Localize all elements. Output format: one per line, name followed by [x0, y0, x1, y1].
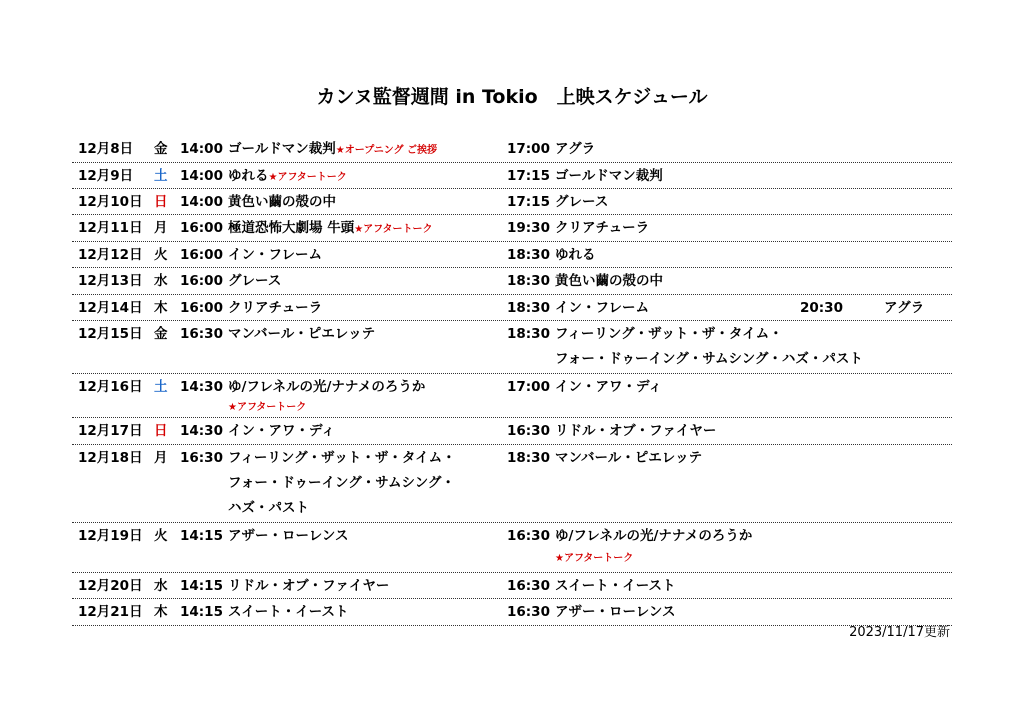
time-cell: 14:00: [180, 141, 223, 157]
time-cell: 18:30: [507, 247, 550, 263]
movie-cell-continued: フォー・ドゥーイング・サムシング・ハズ・パスト: [555, 351, 863, 367]
movie-cell: グレース: [228, 273, 282, 289]
time-cell: 16:30: [180, 326, 223, 342]
date-cell: 12月14日: [78, 300, 143, 316]
schedule-row: [72, 268, 952, 295]
weekday-cell: 日: [154, 194, 168, 210]
page-title: カンヌ監督週間 in Tokio 上映スケジュール: [316, 86, 708, 108]
time-cell: 14:30: [180, 379, 223, 395]
date-cell: 12月15日: [78, 326, 143, 342]
movie-cell: クリアチューラ: [228, 300, 323, 316]
event-note: ★アフタートーク: [354, 224, 433, 235]
schedule-row: [72, 445, 952, 523]
time-cell: 16:00: [180, 273, 223, 289]
movie-cell: リドル・オブ・ファイヤー: [555, 423, 717, 439]
time-cell: 14:00: [180, 194, 223, 210]
movie-title: ゆれる: [228, 168, 269, 184]
time-cell: 16:00: [180, 300, 223, 316]
movie-cell: 黄色い繭の殻の中: [555, 273, 663, 289]
date-cell: 12月21日: [78, 604, 143, 620]
time-cell: 14:15: [180, 528, 223, 544]
movie-cell: イン・アワ・ディ: [228, 423, 335, 439]
date-cell: 12月20日: [78, 578, 143, 594]
weekday-cell: 金: [154, 141, 168, 157]
time-cell: 18:30: [507, 273, 550, 289]
movie-cell: グレース: [555, 194, 609, 210]
time-cell: 18:30: [507, 300, 550, 316]
date-cell: 12月17日: [78, 423, 143, 439]
weekday-cell: 木: [154, 604, 168, 620]
event-note: ★アフタートーク: [268, 172, 347, 183]
date-cell: 12月19日: [78, 528, 143, 544]
movie-cell: アグラ: [555, 141, 596, 157]
movie-cell: ゆ/フレネルの光/ナナメのろうか: [555, 528, 753, 544]
weekday-cell: 火: [154, 528, 168, 544]
schedule-row: [72, 242, 952, 268]
schedule-row: [72, 215, 952, 242]
movie-cell: イン・フレーム: [228, 247, 322, 263]
time-cell: 16:30: [507, 604, 550, 620]
weekday-cell: 土: [154, 379, 168, 395]
updated-date: 2023/11/17更新: [849, 625, 950, 640]
movie-cell: [228, 220, 432, 238]
schedule-table: [72, 136, 952, 626]
movie-cell: ゴールドマン裁判: [555, 168, 663, 184]
time-cell: 18:30: [507, 326, 550, 342]
weekday-cell: 月: [154, 450, 168, 466]
movie-cell: アグラ: [884, 300, 925, 316]
time-cell: 14:15: [180, 578, 223, 594]
event-note: ★オープニング ご挨拶: [335, 145, 437, 156]
movie-cell: スイート・イースト: [228, 604, 349, 620]
movie-cell: イン・アワ・ディ: [555, 379, 662, 395]
movie-cell: ゆれる: [555, 247, 596, 263]
movie-cell: スイート・イースト: [555, 578, 676, 594]
weekday-cell: 月: [154, 220, 168, 236]
date-cell: 12月10日: [78, 194, 143, 210]
time-cell: 16:30: [507, 578, 550, 594]
date-cell: 12月9日: [78, 168, 134, 184]
schedule-row: [72, 163, 952, 189]
movie-cell: イン・フレーム: [555, 300, 649, 316]
movie-cell: [228, 168, 347, 186]
movie-cell: 黄色い繭の殻の中: [228, 194, 336, 210]
weekday-cell: 金: [154, 326, 168, 342]
time-cell: 19:30: [507, 220, 550, 236]
schedule-row: [72, 136, 952, 163]
date-cell: 12月18日: [78, 450, 143, 466]
date-cell: 12月13日: [78, 273, 143, 289]
time-cell: 17:00: [507, 141, 550, 157]
time-cell: 14:15: [180, 604, 223, 620]
movie-cell-continued: ハズ・パスト: [228, 500, 309, 516]
date-cell: 12月11日: [78, 220, 143, 236]
schedule-row: [72, 418, 952, 445]
weekday-cell: 水: [154, 578, 168, 594]
weekday-cell: 水: [154, 273, 168, 289]
movie-cell: マンバール・ピエレッテ: [228, 326, 376, 342]
date-cell: 12月16日: [78, 379, 143, 395]
schedule-row: [72, 523, 952, 573]
time-cell: 14:30: [180, 423, 223, 439]
event-note: ★アフタートーク: [555, 553, 634, 564]
movie-cell: マンバール・ピエレッテ: [555, 450, 703, 466]
movie-cell: アザー・ローレンス: [228, 528, 349, 544]
time-cell: 16:30: [507, 528, 550, 544]
movie-cell-continued: フォー・ドゥーイング・サムシング・: [228, 475, 455, 491]
time-cell: 17:00: [507, 379, 550, 395]
movie-title: 極道恐怖大劇場 牛頭: [228, 220, 355, 236]
weekday-cell: 木: [154, 300, 168, 316]
movie-cell: クリアチューラ: [555, 220, 650, 236]
schedule-row: [72, 295, 952, 321]
schedule-row: [72, 189, 952, 215]
time-cell: 18:30: [507, 450, 550, 466]
schedule-row: [72, 599, 952, 626]
movie-cell: [228, 141, 437, 159]
time-cell: 16:30: [180, 450, 223, 466]
schedule-row: [72, 321, 952, 374]
movie-cell: フィーリング・ザット・ザ・タイム・: [555, 326, 783, 342]
date-cell: 12月8日: [78, 141, 134, 157]
schedule-row: [72, 573, 952, 599]
movie-cell: リドル・オブ・ファイヤー: [228, 578, 390, 594]
weekday-cell: 日: [154, 423, 168, 439]
date-cell: 12月12日: [78, 247, 143, 263]
time-cell: 16:00: [180, 220, 223, 236]
time-cell: 17:15: [507, 168, 550, 184]
time-cell: 17:15: [507, 194, 550, 210]
time-cell: 20:30: [800, 300, 843, 316]
time-cell: 16:30: [507, 423, 550, 439]
weekday-cell: 土: [154, 168, 168, 184]
event-note: ★アフタートーク: [228, 402, 307, 413]
movie-cell: ゆ/フレネルの光/ナナメのろうか: [228, 379, 426, 395]
time-cell: 14:00: [180, 168, 223, 184]
movie-cell: アザー・ローレンス: [555, 604, 676, 620]
time-cell: 16:00: [180, 247, 223, 263]
weekday-cell: 火: [154, 247, 168, 263]
movie-title: ゴールドマン裁判: [228, 141, 336, 157]
schedule-row: [72, 374, 952, 418]
movie-cell: フィーリング・ザット・ザ・タイム・: [228, 450, 456, 466]
